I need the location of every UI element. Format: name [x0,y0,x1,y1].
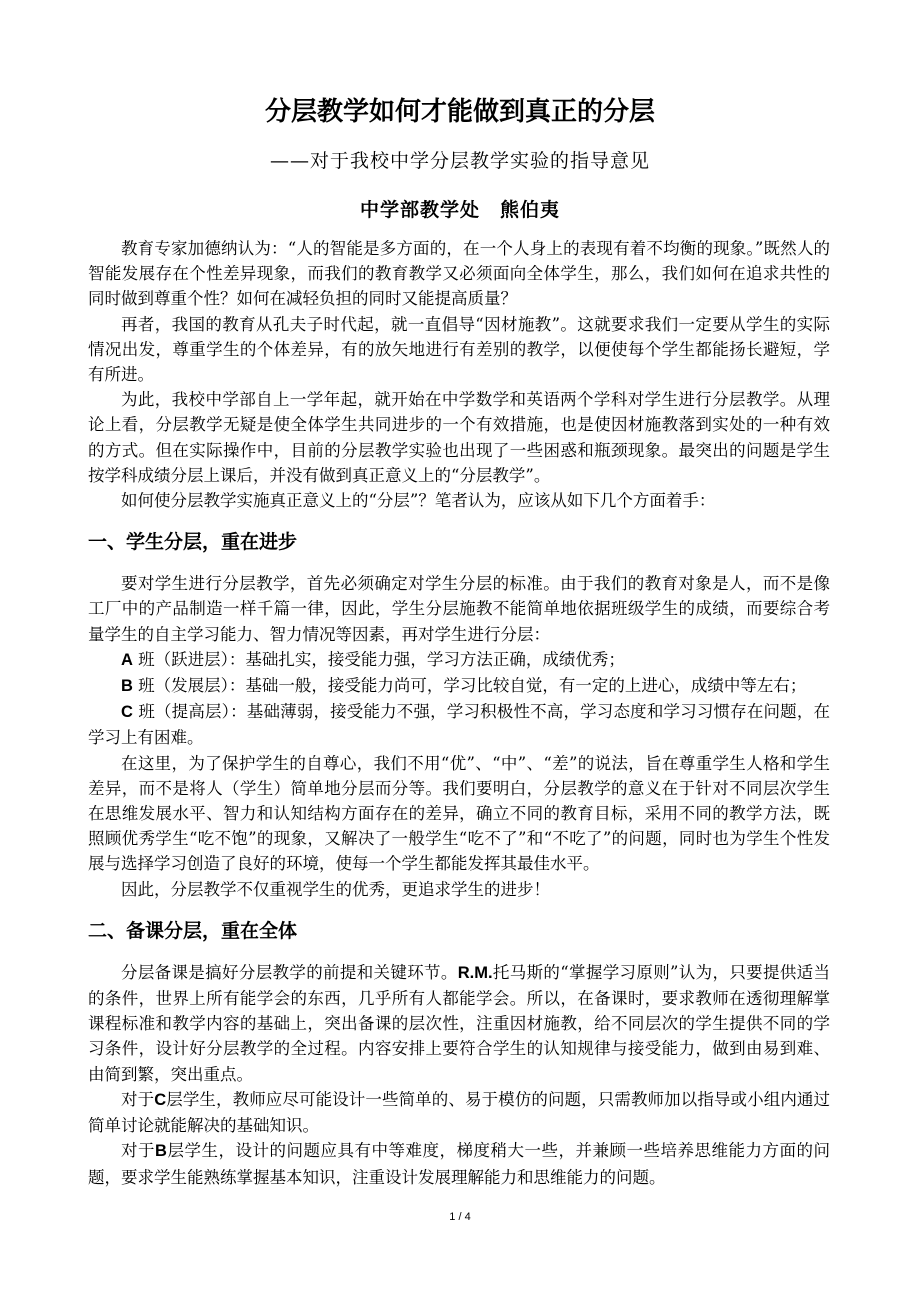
class-c-description [88,699,830,750]
section2-p1-post: 托马斯的“掌握学习原则”认为，只要提供适当的条件，世界上所有能学会的东西，几乎所有人都能学会。所以，在备课时，要求教师在透彻理解掌课程标准和教学内容的基础上，突出备课的层次性，注重因材施教，给不同层次的学生提供不同的学习条件，设计好分层教学的全过程。内容安排上要符合学生的认知规律与接受能力，做到由易到难、由简到繁，突出重点。 [88,962,831,1084]
intro-paragraph-2: 再者，我国的教育从孔夫子时代起，就一直倡导“因材施教”。这就要求我们一定要从学生的实际情况出发，尊重学生的个体差异，有的放矢地进行有差别的教学，以便使每个学生都能扬长避短，学有所进。 [88,314,830,385]
document-body [88,236,830,1190]
page-number: 1 / 4 [449,1211,471,1223]
document-author: 中学部教学处 熊伯夷 [359,199,560,221]
class-b-description [88,673,830,699]
section2-heading: 二、备课分层，重在全体 [88,919,298,942]
section2-p2-pre: 对于 [121,1089,155,1109]
class-c-label: C [121,703,133,722]
section2-paragraph-2 [88,1087,830,1138]
section1-paragraph-2: 在这里，为了保护学生的自尊心，我们不用“优”、“中”、“差”的说法，旨在尊重学生人格和学生差异，而不是将人（学生）简单地分层而分等。我们要明白，分层教学的意义在于针对不同层次学生在思维发展水平、智力和认知结构方面存在的差异，确立不同的教育目标，采用不同的教学方法，既照顾优秀学生“吃不饱”的现象，又解决了一般学生“吃不了”和“不吃了”的问题，同时也为学生个性发展与选择学习创造了良好的环境，使每一个学生都能发挥其最佳水平。 [88,753,830,874]
b-level-label: B [155,1142,167,1161]
class-a-description [88,647,830,673]
class-a-label: A [121,650,133,669]
document-subtitle: ——对于我校中学分层教学实验的指导意见 [269,150,650,172]
section2-p1-pre: 分层备课是搞好分层教学的前提和关键环节。 [121,962,458,982]
section1-heading: 一、学生分层，重在进步 [88,531,298,554]
section2-p3-pre: 对于 [121,1141,156,1161]
section2-p2-post: 层学生，教师应尽可能设计一些简单的、易于模仿的问题，只需教师加以指导或小组内通过简单讨论就能解决的基础知识。 [88,1089,831,1136]
class-b-label: B [121,677,133,696]
rm-initials: R.M. [457,963,493,982]
document-title: 分层教学如何才能做到真正的分层 [264,97,655,127]
class-c-text: 班（提高层）：基础薄弱，接受能力不强，学习积极性不高，学习态度和学习习惯存在问题，在学习上有困难。 [88,702,831,748]
intro-paragraph-1: 教育专家加德纳认为：“人的智能是多方面的，在一个人身上的表现有着不均衡的现象。”既然人的智能发展存在个性差异现象，而我们的教育教学又必须面向全体学生，那么，我们如何在追求共性的同时做到尊重个性？如何在减轻负担的同时又能提高质量？ [88,239,830,309]
section2-paragraph-1 [88,960,830,1087]
section2-p3-post: 层学生，设计的问题应具有中等难度，梯度稍大一些，并兼顾一些培养思维能力方面的问题，要求学生能熟练掌握基本知识，注重设计发展理解能力和思维能力的问题。 [88,1141,831,1187]
intro-paragraph-4: 如何使分层教学实施真正意义上的“分层”？笔者认为，应该从如下几个方面着手： [121,491,716,511]
intro-paragraph-3: 为此，我校中学部自上一学年起，就开始在中学数学和英语两个学科对学生进行分层教学。从理论上看，分层教学无疑是使全体学生共同进步的一个有效措施，也是使因材施教落到实处的一种有效的方式。但在实际操作中，目前的分层教学实验也出现了一些困惑和瓶颈现象。最突出的问题是学生按学科成绩分层上课后，并没有做到真正意义上的“分层教学”。 [88,390,830,485]
section2-paragraph-3 [88,1138,830,1189]
c-level-label: C [154,1090,167,1109]
class-a-text: 班（跃进层）：基础扎实，接受能力强，学习方法正确，成绩优秀； [138,649,625,669]
section1-paragraph-3: 因此，分层教学不仅重视学生的优秀，更追求学生的进步！ [121,879,550,899]
class-b-text: 班（发展层）：基础一般，接受能力尚可，学习比较自觉，有一定的上进心，成绩中等左右； [138,676,807,696]
section1-paragraph-1: 要对学生进行分层教学，首先必须确定对学生分层的标准。由于我们的教育对象是人，而不是像工厂中的产品制造一样千篇一律，因此，学生分层施教不能简单地依据班级学生的成绩，而要综合考量学生的自主学习能力、智力情况等因素，再对学生进行分层： [88,574,830,644]
